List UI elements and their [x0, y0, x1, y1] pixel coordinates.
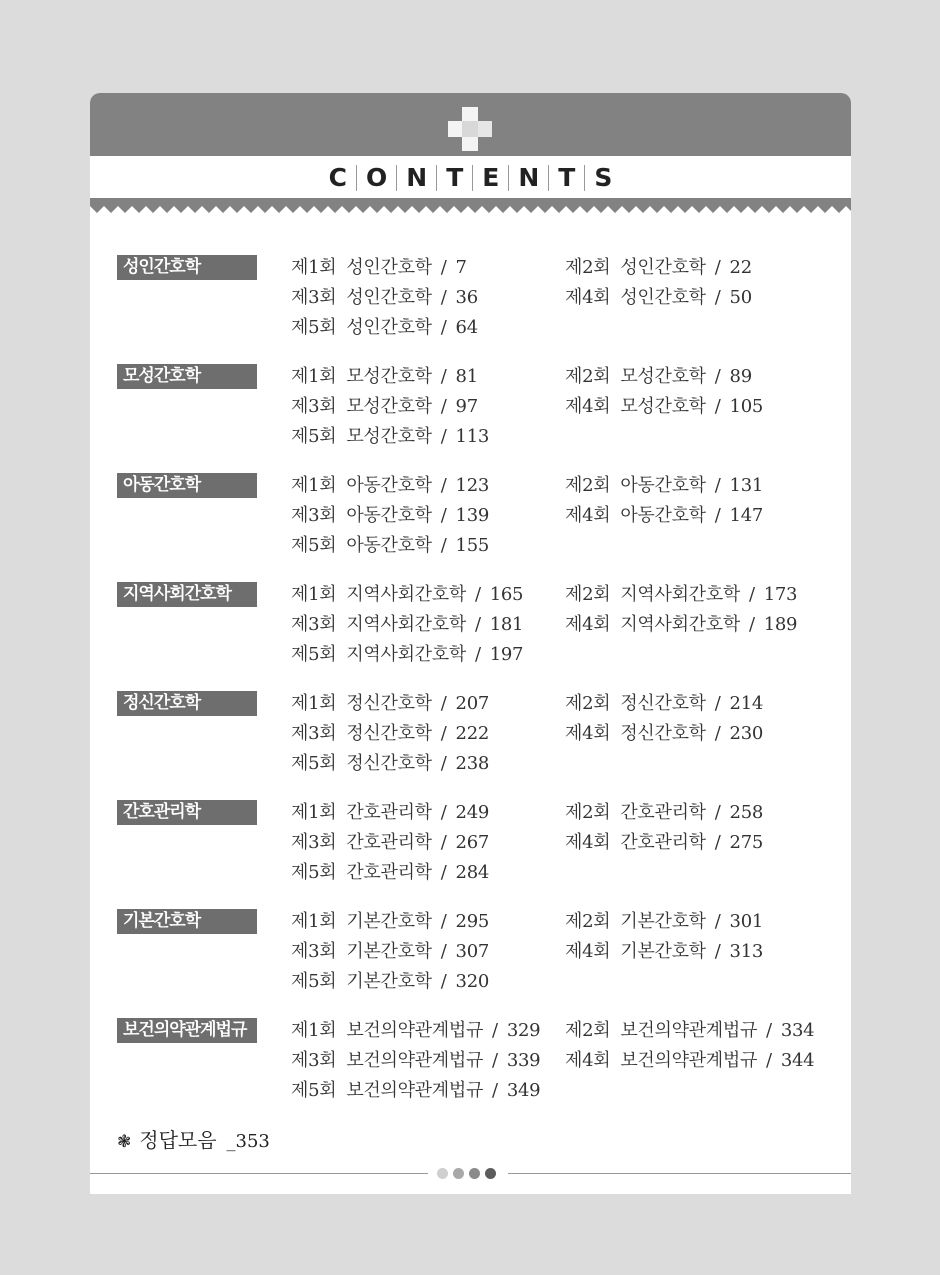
entry-round: 제3회 [291, 505, 337, 526]
toc-entry[interactable] [291, 798, 489, 824]
toc-entry[interactable] [291, 828, 489, 854]
footer-dot [437, 1168, 448, 1179]
entry-subject-name: 간호관리학 [620, 832, 706, 853]
toc-entry[interactable] [565, 798, 763, 824]
entry-subject-name: 성인간호학 [620, 287, 706, 308]
entry-round: 제2회 [565, 584, 611, 605]
entry-round: 제4회 [565, 1050, 611, 1071]
entry-subject-name: 기본간호학 [620, 911, 706, 932]
entry-page-number: 301 [729, 911, 764, 932]
entry-separator: / [440, 723, 447, 744]
toc-entry[interactable] [291, 392, 478, 418]
entry-page-number: 89 [729, 366, 752, 387]
zigzag-divider [90, 198, 851, 216]
contents-letter: S [584, 165, 621, 191]
toc-entry[interactable] [291, 937, 489, 963]
entry-page-number: 275 [729, 832, 764, 853]
entry-round: 제3회 [291, 1050, 337, 1071]
entry-page-number: 258 [729, 802, 764, 823]
toc-entry[interactable] [291, 640, 523, 666]
entry-page-number: 181 [489, 614, 524, 635]
entry-round: 제1회 [291, 366, 337, 387]
entry-subject-name: 보건의약관계법규 [620, 1050, 758, 1071]
entry-page-number: 214 [729, 693, 764, 714]
entry-subject-name: 지역사회간호학 [346, 584, 466, 605]
contents-letter: O [356, 165, 396, 191]
entry-round: 제1회 [291, 1020, 337, 1041]
entry-round: 제1회 [291, 802, 337, 823]
entry-page-number: 295 [455, 911, 490, 932]
toc-entry[interactable] [291, 253, 467, 279]
entry-separator: / [714, 941, 721, 962]
entry-subject-name: 정신간호학 [346, 753, 432, 774]
entry-subject-name: 아동간호학 [620, 475, 706, 496]
entry-page-number: 349 [506, 1080, 541, 1101]
entry-round: 제4회 [565, 723, 611, 744]
entry-subject-name: 지역사회간호학 [346, 644, 466, 665]
toc-entry[interactable] [565, 610, 797, 636]
entry-subject-name: 모성간호학 [346, 426, 432, 447]
entry-round: 제5회 [291, 317, 337, 338]
entry-page-number: 81 [455, 366, 478, 387]
entry-separator: / [714, 475, 721, 496]
entry-page-number: 339 [506, 1050, 541, 1071]
entry-subject-name: 보건의약관계법규 [346, 1050, 484, 1071]
entry-subject-name: 간호관리학 [346, 862, 432, 883]
entry-separator: / [714, 366, 721, 387]
entry-subject-name: 모성간호학 [346, 366, 432, 387]
entry-round: 제2회 [565, 911, 611, 932]
entry-page-number: 123 [455, 475, 490, 496]
entry-separator: / [440, 971, 447, 992]
entry-subject-name: 보건의약관계법규 [346, 1080, 484, 1101]
entry-separator: / [748, 614, 755, 635]
entry-separator: / [440, 366, 447, 387]
toc-entry[interactable] [565, 362, 752, 388]
entry-separator: / [714, 287, 721, 308]
toc-entry[interactable] [291, 749, 489, 775]
answer-collection-title: 정답모음 [139, 1128, 217, 1152]
subject-tag: 아동간호학 [117, 473, 257, 498]
toc-entry[interactable] [565, 689, 763, 715]
subject-tag: 보건의약관계법규 [117, 1018, 257, 1043]
entry-separator: / [440, 317, 447, 338]
entry-subject-name: 지역사회간호학 [620, 584, 740, 605]
entry-separator: / [440, 911, 447, 932]
entry-subject-name: 기본간호학 [346, 941, 432, 962]
entry-separator: / [766, 1050, 772, 1071]
entry-separator: / [492, 1020, 498, 1041]
entry-subject-name: 지역사회간호학 [346, 614, 466, 635]
entry-page-number: 189 [763, 614, 798, 635]
contents-letter: C [328, 163, 347, 192]
entry-separator: / [714, 802, 721, 823]
toc-entry[interactable] [565, 1046, 814, 1072]
plus-cross-icon [448, 107, 492, 151]
entry-subject-name: 기본간호학 [346, 911, 432, 932]
entry-subject-name: 보건의약관계법규 [346, 1020, 484, 1041]
toc-entry[interactable] [291, 610, 523, 636]
entry-round: 제4회 [565, 941, 611, 962]
entry-page-number: 155 [455, 535, 490, 556]
entry-subject-name: 기본간호학 [346, 971, 432, 992]
entry-separator: / [440, 832, 447, 853]
entry-round: 제2회 [565, 693, 611, 714]
entry-subject-name: 성인간호학 [346, 257, 432, 278]
subject-tag: 모성간호학 [117, 364, 257, 389]
entry-separator: / [714, 396, 721, 417]
entry-subject-name: 성인간호학 [620, 257, 706, 278]
entry-subject-name: 아동간호학 [346, 475, 432, 496]
entry-round: 제4회 [565, 614, 611, 635]
entry-page-number: 313 [729, 941, 764, 962]
entry-subject-name: 모성간호학 [620, 396, 706, 417]
entry-page-number: 50 [729, 287, 752, 308]
entry-round: 제1회 [291, 911, 337, 932]
entry-separator: / [440, 475, 447, 496]
toc-entry[interactable] [565, 253, 752, 279]
toc-entry[interactable] [565, 471, 763, 497]
entry-subject-name: 간호관리학 [346, 802, 432, 823]
entry-page-number: 284 [455, 862, 490, 883]
subject-tag: 기본간호학 [117, 909, 257, 934]
contents-letter: E [472, 165, 508, 191]
entry-round: 제3회 [291, 723, 337, 744]
entry-round: 제2회 [565, 802, 611, 823]
entry-subject-name: 간호관리학 [346, 832, 432, 853]
footer-rule-right [508, 1173, 851, 1174]
entry-subject-name: 아동간호학 [620, 505, 706, 526]
entry-separator: / [492, 1050, 498, 1071]
entry-subject-name: 아동간호학 [346, 505, 432, 526]
toc-entry[interactable] [291, 471, 489, 497]
contents-letter: N [396, 165, 436, 191]
entry-round: 제5회 [291, 1080, 337, 1101]
toc-entry[interactable] [291, 283, 478, 309]
entry-page-number: 36 [455, 287, 478, 308]
footer-dots [437, 1168, 496, 1179]
entry-round: 제5회 [291, 535, 337, 556]
entry-separator: / [714, 693, 721, 714]
entry-round: 제3회 [291, 396, 337, 417]
entry-separator: / [440, 396, 447, 417]
toc-entry[interactable] [565, 580, 797, 606]
entry-round: 제3회 [291, 287, 337, 308]
entry-page-number: 344 [780, 1050, 815, 1071]
entry-round: 제4회 [565, 505, 611, 526]
entry-round: 제4회 [565, 396, 611, 417]
footer-dot [469, 1168, 480, 1179]
contents-heading-row [90, 156, 851, 200]
entry-round: 제1회 [291, 475, 337, 496]
subject-tag: 간호관리학 [117, 800, 257, 825]
entry-round: 제2회 [565, 475, 611, 496]
entry-separator: / [440, 693, 447, 714]
entry-round: 제3회 [291, 941, 337, 962]
contents-title [320, 165, 622, 191]
subject-tag: 성인간호학 [117, 255, 257, 280]
subject-tag: 정신간호학 [117, 691, 257, 716]
toc-entry[interactable] [291, 313, 478, 339]
footer-dot [453, 1168, 464, 1179]
entry-separator: / [714, 505, 721, 526]
toc-entry[interactable] [291, 907, 489, 933]
entry-round: 제1회 [291, 584, 337, 605]
entry-subject-name: 기본간호학 [620, 941, 706, 962]
toc-entry[interactable] [565, 937, 763, 963]
contents-letter: T [436, 165, 472, 191]
toc-entry[interactable] [565, 719, 763, 745]
entry-page-number: 320 [455, 971, 490, 992]
entry-page-number: 329 [506, 1020, 541, 1041]
entry-separator: / [474, 584, 481, 605]
entry-separator: / [474, 644, 481, 665]
answer-collection-page: _353 [226, 1131, 270, 1152]
contents-page [90, 93, 851, 1194]
entry-separator: / [440, 941, 447, 962]
flower-icon: ❃ [117, 1132, 132, 1152]
entry-separator: / [766, 1020, 772, 1041]
entry-round: 제5회 [291, 644, 337, 665]
entry-page-number: 238 [455, 753, 490, 774]
entry-round: 제4회 [565, 287, 611, 308]
entry-subject-name: 지역사회간호학 [620, 614, 740, 635]
toc-entry[interactable] [291, 580, 523, 606]
footer-dot [485, 1168, 496, 1179]
toc-entry[interactable] [565, 1016, 814, 1042]
entry-page-number: 222 [455, 723, 490, 744]
entry-page-number: 139 [455, 505, 490, 526]
entry-separator: / [440, 257, 447, 278]
entry-separator: / [440, 862, 447, 883]
entry-page-number: 64 [455, 317, 478, 338]
toc-entry[interactable] [291, 501, 489, 527]
entry-page-number: 147 [729, 505, 764, 526]
entry-separator: / [714, 257, 721, 278]
entry-page-number: 105 [729, 396, 764, 417]
entry-round: 제2회 [565, 257, 611, 278]
entry-round: 제5회 [291, 753, 337, 774]
entry-subject-name: 정신간호학 [620, 723, 706, 744]
toc-entry[interactable] [291, 362, 478, 388]
toc-entry[interactable] [291, 422, 489, 448]
entry-subject-name: 간호관리학 [620, 802, 706, 823]
toc-entry[interactable] [291, 1046, 540, 1072]
entry-page-number: 197 [489, 644, 524, 665]
entry-page-number: 97 [455, 396, 478, 417]
toc-entry[interactable] [291, 858, 489, 884]
entry-separator: / [440, 426, 447, 447]
contents-letter: N [508, 165, 548, 191]
entry-subject-name: 모성간호학 [620, 366, 706, 387]
subject-tag: 지역사회간호학 [117, 582, 257, 607]
entry-round: 제2회 [565, 366, 611, 387]
entry-page-number: 113 [455, 426, 490, 447]
entry-round: 제4회 [565, 832, 611, 853]
entry-separator: / [440, 802, 447, 823]
contents-letter: T [548, 165, 584, 191]
entry-subject-name: 정신간호학 [620, 693, 706, 714]
entry-page-number: 22 [729, 257, 752, 278]
entry-subject-name: 성인간호학 [346, 317, 432, 338]
answer-collection-line[interactable] [117, 1124, 270, 1153]
entry-separator: / [714, 723, 721, 744]
entry-subject-name: 정신간호학 [346, 723, 432, 744]
entry-page-number: 307 [455, 941, 490, 962]
toc-entry[interactable] [291, 1076, 540, 1102]
toc-entry[interactable] [291, 719, 489, 745]
entry-separator: / [492, 1080, 498, 1101]
toc-entry[interactable] [565, 907, 763, 933]
toc-entry[interactable] [565, 392, 763, 418]
entry-round: 제5회 [291, 971, 337, 992]
entry-separator: / [474, 614, 481, 635]
toc-entry[interactable] [291, 967, 489, 993]
entry-subject-name: 성인간호학 [346, 287, 432, 308]
toc-entry[interactable] [565, 501, 763, 527]
entry-page-number: 249 [455, 802, 490, 823]
entry-page-number: 230 [729, 723, 764, 744]
toc-entry[interactable] [291, 689, 489, 715]
footer-rule-left [90, 1173, 428, 1174]
entry-page-number: 207 [455, 693, 490, 714]
entry-separator: / [714, 911, 721, 932]
entry-subject-name: 모성간호학 [346, 396, 432, 417]
entry-subject-name: 보건의약관계법규 [620, 1020, 758, 1041]
entry-page-number: 173 [763, 584, 798, 605]
entry-round: 제3회 [291, 614, 337, 635]
entry-round: 제5회 [291, 426, 337, 447]
entry-separator: / [440, 287, 447, 308]
entry-round: 제1회 [291, 257, 337, 278]
toc-entry[interactable] [291, 531, 489, 557]
entry-page-number: 165 [489, 584, 524, 605]
toc-entry[interactable] [291, 1016, 540, 1042]
entry-separator: / [748, 584, 755, 605]
toc-entry[interactable] [565, 828, 763, 854]
entry-page-number: 131 [729, 475, 764, 496]
entry-round: 제1회 [291, 693, 337, 714]
entry-subject-name: 정신간호학 [346, 693, 432, 714]
entry-separator: / [440, 535, 447, 556]
entry-page-number: 7 [455, 257, 467, 278]
entry-separator: / [440, 505, 447, 526]
entry-round: 제3회 [291, 832, 337, 853]
entry-separator: / [714, 832, 721, 853]
entry-round: 제2회 [565, 1020, 611, 1041]
entry-separator: / [440, 753, 447, 774]
entry-round: 제5회 [291, 862, 337, 883]
entry-page-number: 267 [455, 832, 490, 853]
toc-entry[interactable] [565, 283, 752, 309]
entry-page-number: 334 [780, 1020, 815, 1041]
entry-subject-name: 아동간호학 [346, 535, 432, 556]
